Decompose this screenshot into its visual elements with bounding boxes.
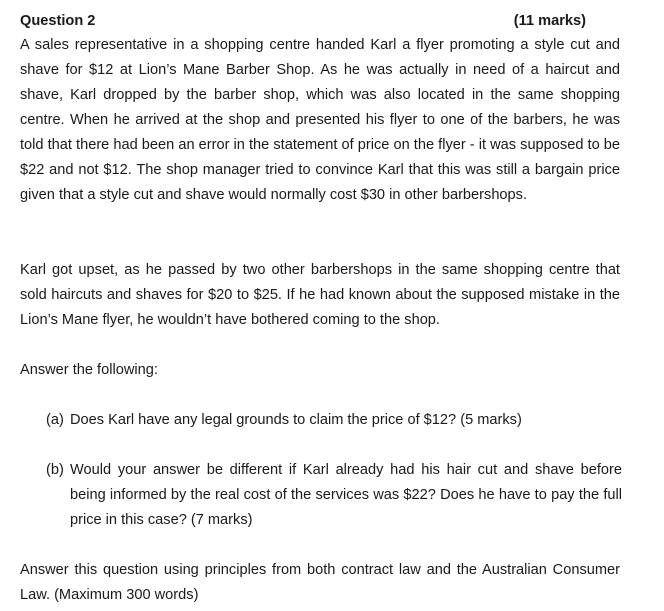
instructions-intro: Answer the following: [20,362,158,378]
question-marks: (11 marks) [513,13,586,29]
sub-question-label: (a) [46,412,64,428]
sub-question-text: Does Karl have any legal grounds to claim the price of $12? (5 marks) [70,412,522,428]
question-header [20,10,586,32]
sub-question-label: (b) [46,462,64,478]
closing-instructions: Answer this question using principles from both contract law and the Australian Consumer Law. (Maximum 300 words) [20,562,620,603]
sub-question-b [46,458,622,533]
scenario-paragraph-2: Karl got upset, as he passed by two other barbershops in the same shopping centre that sold haircuts and shaves for $20 to $25. If he had known about the supposed mistake in the Lion’s Mane flyer, he wouldn’t have bothered coming to the shop. [20,262,620,328]
sub-question-a [46,408,622,433]
question-title: Question 2 [20,13,96,29]
scenario-paragraph-1: A sales representative in a shopping centre handed Karl a flyer promoting a style cut and shave for $12 at Lion’s Mane Barber Shop. As he was actually in need of a haircut and shave, Karl dropped by the barber shop, which was also located in the same shopping centre. When he arrived at the shop and presented his flyer to one of the barbers, he was told that there had been an error in the statement of price on the flyer - it was supposed to be $22 and not $12. The shop manager tried to convince Karl that this was still a bargain price given that a style cut and shave would normally cost $30 in other barbershops. [20,37,620,203]
sub-question-text: Would your answer be different if Karl already had his hair cut and shave before being informed by the real cost of the services was $22? Does he have to pay the full price in this case? (7 marks) [70,462,622,528]
